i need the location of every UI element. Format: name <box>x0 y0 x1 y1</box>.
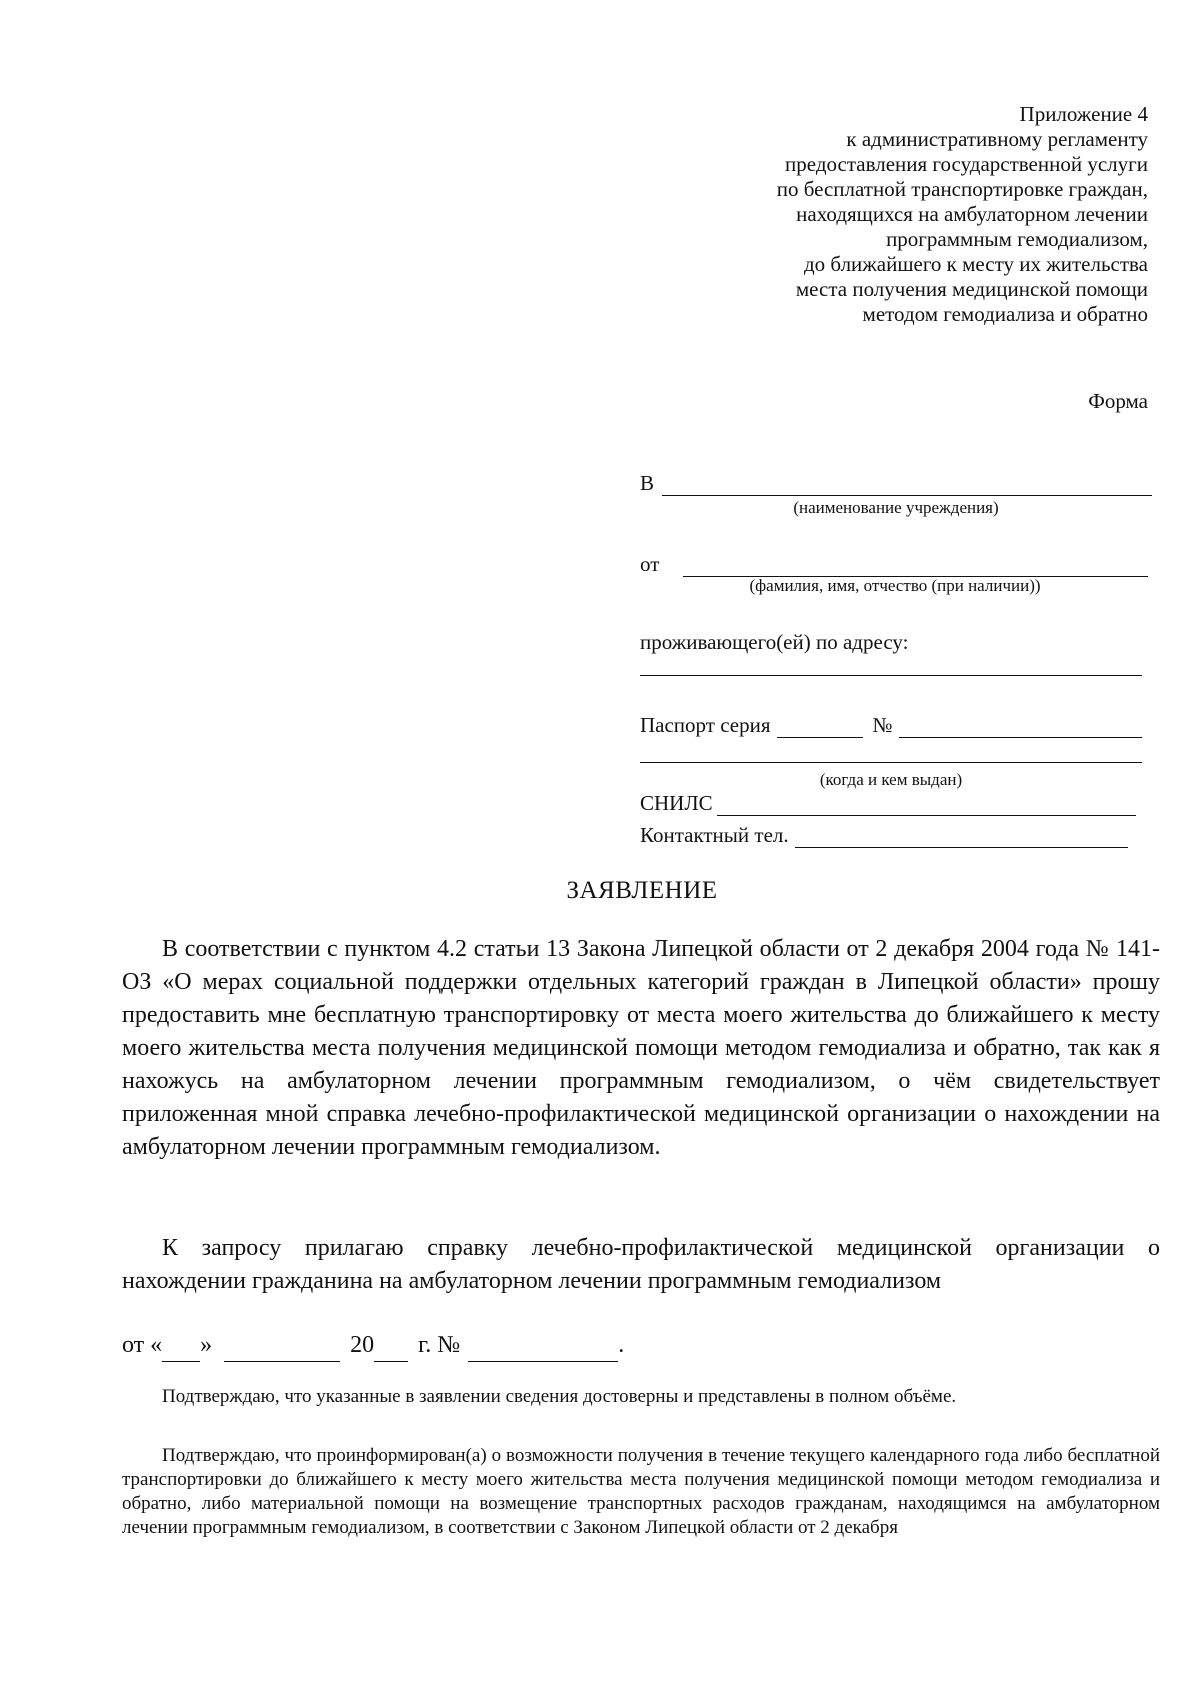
confirmation-text: Подтверждаю, что проинформирован(а) о возможности получения в течение текущего календарного года либо бесплатной транспортировки до ближайшего к месту моего жительства места получения медицинской помощи методом гемодиализа и обратно, либо материальной помощи на возмещение транспортных расходов гражданам, находящимся на амбулаторном лечении программным гемодиализом, в соответствии с Законом Липецкой области от 2 декабря <box>122 1445 1160 1538</box>
phone-row <box>640 823 1128 848</box>
body-paragraph-2 <box>122 1232 1160 1298</box>
appendix-line: к административному регламенту <box>846 127 1148 151</box>
passport-issued-field[interactable] <box>640 762 1142 763</box>
to-institution-field[interactable] <box>662 474 1152 496</box>
address-field[interactable] <box>640 675 1142 676</box>
document-title: ЗАЯВЛЕНИЕ <box>566 877 718 904</box>
certificate-number-field[interactable] <box>468 1337 618 1362</box>
appendix-line: программным гемодиализом, <box>886 227 1148 251</box>
passport-issued-caption: (когда и кем выдан) <box>819 770 963 789</box>
date-close-quote: » <box>200 1332 213 1358</box>
body-paragraph-1 <box>122 933 1160 1164</box>
passport-number-field[interactable] <box>899 716 1142 738</box>
from-name-caption: (фамилия, имя, отчество (при наличии)) <box>749 576 1041 595</box>
confirmation-1 <box>122 1385 1160 1409</box>
appendix-line: до ближайшего к месту их жительства <box>803 252 1148 276</box>
paragraph-text: К запросу прилагаю справку лечебно-профилактической медицинской организации о нахождении гражданина на амбулаторном лечении программным гемодиализом <box>122 1235 1160 1294</box>
from-label: от <box>640 552 660 576</box>
phone-label: Контактный тел. <box>640 823 789 847</box>
appendix-line: Приложение 4 <box>1019 102 1148 126</box>
to-institution-row <box>640 471 1152 496</box>
paragraph-text: В соответствии с пунктом 4.2 статьи 13 Закона Липецкой области от 2 декабря 2004 года № 141-ОЗ «О мерах социальной поддержки отдельных категорий граждан в Липецкой области» прошу предоставить мне бесплатную транспортировку от места моего жительства до ближайшего к месту моего жительства места получения медицинской помощи методом гемодиализа и обратно, так как я нахожусь на амбулаторном лечении программным гемодиализом, о чём свидетельствует приложенная мной справка лечебно-профилактической медицинской организации о нахождении на амбулаторном лечении программным гемодиализом. <box>122 936 1160 1160</box>
number-sign: № <box>872 713 893 737</box>
certificate-date-row <box>122 1329 624 1362</box>
passport-label: Паспорт серия <box>640 713 771 737</box>
confirmation-text: Подтверждаю, что указанные в заявлении сведения достоверны и представлены в полном объёме. <box>162 1386 957 1407</box>
residing-label: проживающего(ей) по адресу: <box>640 630 909 654</box>
passport-series-field[interactable] <box>777 716 863 738</box>
date-end: . <box>618 1332 625 1358</box>
from-name-field[interactable] <box>683 555 1148 577</box>
form-label: Форма <box>1088 389 1148 413</box>
month-field[interactable] <box>224 1337 340 1362</box>
appendix-line: находящихся на амбулаторном лечении <box>796 202 1148 226</box>
year-field[interactable] <box>374 1337 408 1362</box>
confirmation-2 <box>122 1444 1160 1540</box>
to-institution-caption: (наименование учреждения) <box>793 498 999 517</box>
to-label: В <box>640 471 655 495</box>
snils-field[interactable] <box>717 794 1136 816</box>
appendix-line: места получения медицинской помощи <box>795 277 1148 301</box>
passport-row <box>640 713 1142 738</box>
date-prefix: от « <box>122 1332 163 1358</box>
phone-field[interactable] <box>795 826 1128 848</box>
appendix-line: предоставления государственной услуги <box>785 152 1148 176</box>
year-prefix: 20 <box>350 1332 375 1358</box>
year-suffix: г. № <box>418 1332 461 1358</box>
snils-row <box>640 791 1136 816</box>
appendix-line: методом гемодиализа и обратно <box>862 302 1148 326</box>
snils-label: СНИЛС <box>640 791 713 815</box>
from-name-row <box>640 552 1148 577</box>
day-field[interactable] <box>162 1337 200 1362</box>
appendix-line: по бесплатной транспортировке граждан, <box>776 177 1148 201</box>
appendix-header <box>588 102 1148 327</box>
